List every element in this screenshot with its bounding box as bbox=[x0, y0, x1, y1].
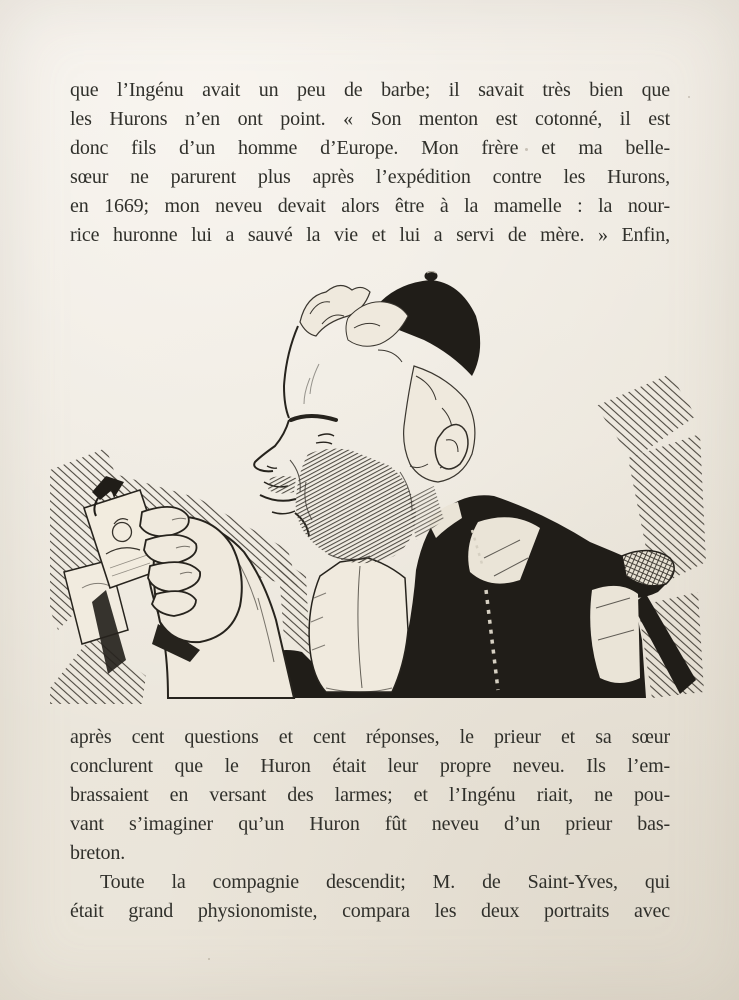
paragraph-top bbox=[70, 76, 670, 250]
forehead-profile bbox=[284, 326, 298, 418]
beard bbox=[296, 449, 416, 564]
text-line: Toute la compagnie descendit; M. de Saint-Yves, qui bbox=[100, 871, 670, 893]
paper-speck bbox=[208, 958, 210, 960]
text-line: breton. bbox=[70, 842, 126, 864]
text-line: après cent questions et cent réponses, le prieur et sa sœur bbox=[70, 726, 670, 748]
text-line: les Hurons n’en ont point. « Son menton est cotonné, il est bbox=[70, 108, 670, 130]
text-line: vant s’imaginer qu’un Huron fût neveu d’un prieur bas- bbox=[70, 813, 670, 835]
text-line: sœur ne parurent plus après l’expédition contre les Hurons, bbox=[70, 166, 670, 188]
text-line: que l’Ingénu avait un peu de barbe; il savait très bien que bbox=[70, 79, 670, 101]
text-line: en 1669; mon neveu devait alors être à la mamelle : la nour- bbox=[70, 195, 670, 217]
prior-illustration bbox=[48, 258, 708, 710]
text-line: rice huronne lui a sauvé la vie et lui a servi de mère. » Enfin, bbox=[70, 224, 670, 246]
mouth bbox=[260, 495, 296, 501]
nose-profile bbox=[254, 420, 289, 471]
paragraph-bottom bbox=[70, 723, 670, 926]
clerical-bands bbox=[309, 558, 408, 692]
moustache bbox=[268, 476, 296, 494]
text-line: était grand physionomiste, compara les deux portraits avec bbox=[70, 900, 670, 922]
eye bbox=[316, 434, 334, 444]
paper-speck bbox=[525, 148, 528, 151]
prior-illustration-svg bbox=[48, 258, 708, 710]
paper-speck bbox=[688, 96, 690, 98]
text-line: donc fils d’un homme d’Europe. Mon frère et ma belle- bbox=[70, 137, 670, 159]
text-line: conclurent que le Huron était leur propre neveu. Ils l’em- bbox=[70, 755, 670, 777]
text-line: brassaient en versant des larmes; et l’Ingénu riait, ne pou- bbox=[70, 784, 670, 806]
eyebrow bbox=[291, 416, 336, 420]
